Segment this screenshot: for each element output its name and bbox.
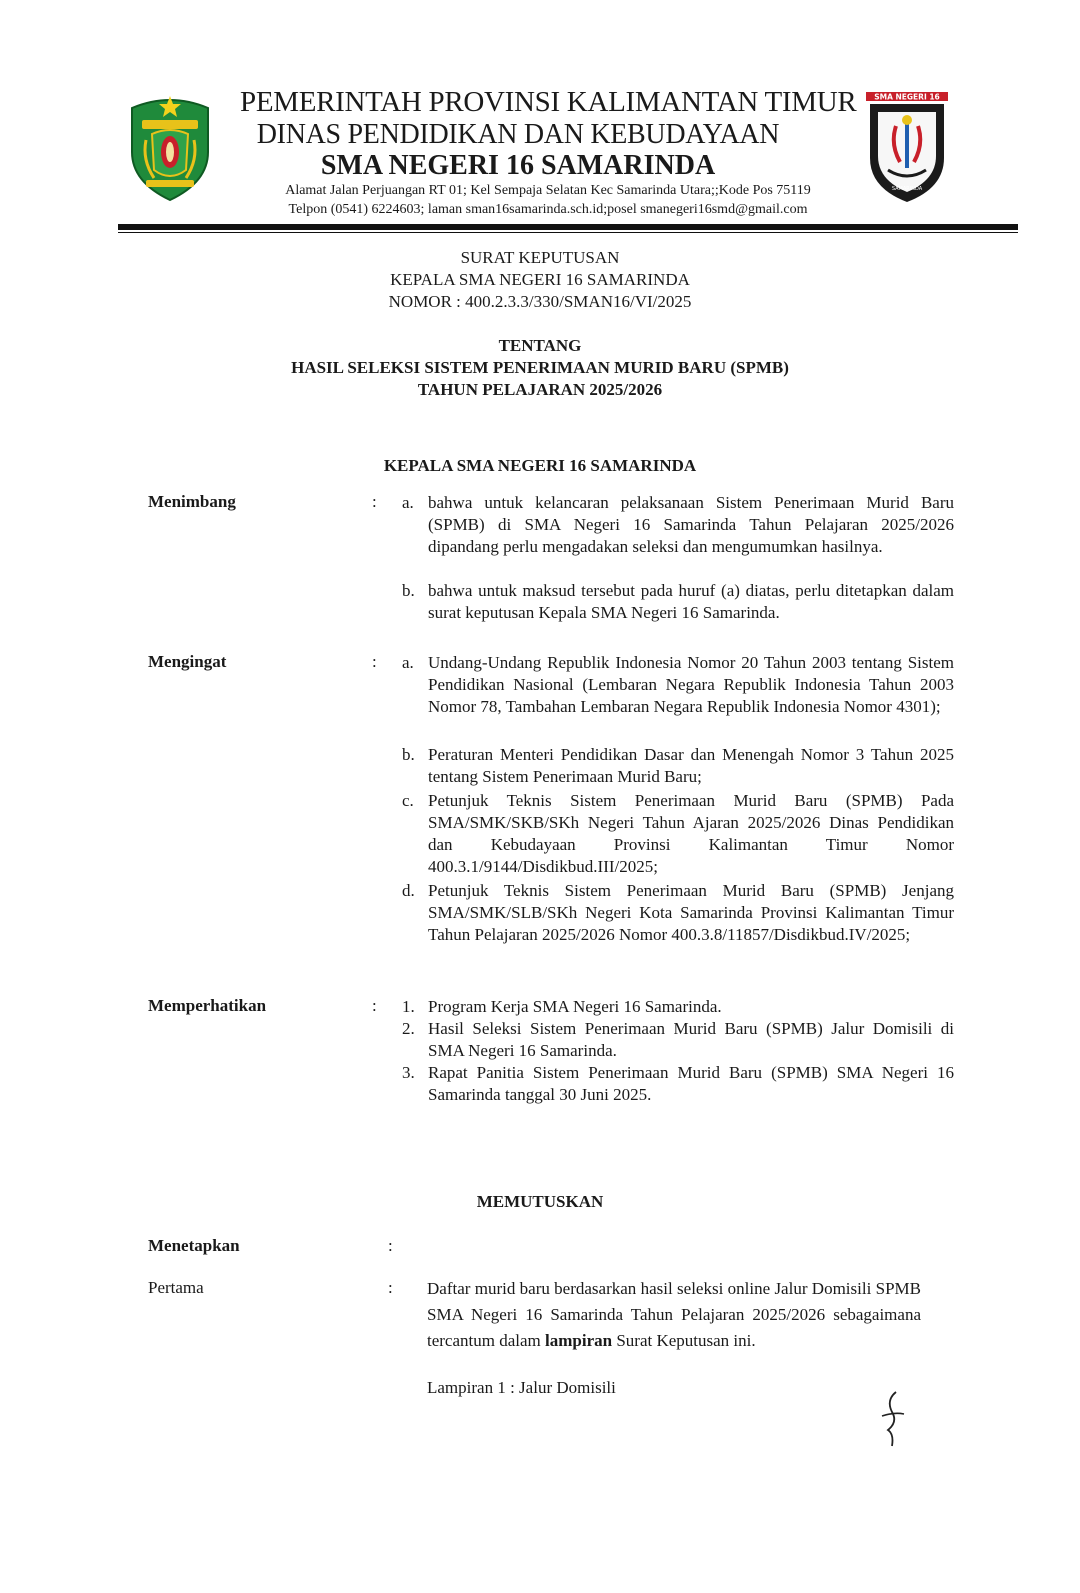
mengingat-item-b — [402, 744, 954, 788]
memperhatikan-item-2 — [402, 1018, 954, 1062]
decree-head: KEPALA SMA NEGERI 16 SAMARINDA — [383, 456, 697, 475]
letterhead-divider-thin — [118, 232, 1018, 233]
list-item-text: Undang-Undang Republik Indonesia Nomor 20 Tahun 2003 tentang Sistem Pendidikan Nasional (Lembaran Negara Republik Indonesia Tahun 2003 Nomor 78, Tambahan Lembaran Negara Republik Indonesia Nomor 4301); — [428, 653, 954, 716]
handwritten-initial-icon — [878, 1390, 908, 1448]
list-item-text: bahwa untuk maksud tersebut pada huruf (a) diatas, perlu ditetapkan dalam surat keputusan Kepala SMA Negeri 16 Samarinda. — [428, 581, 954, 622]
pertama-text-part2: Surat Keputusan ini. — [612, 1331, 756, 1350]
list-item-text: Hasil Seleksi Sistem Penerimaan Murid Baru (SPMB) Jalur Domisili di SMA Negeri 16 Samarinda. — [428, 1019, 954, 1060]
school-emblem-bottom-text: SAMARINDA — [891, 186, 923, 192]
menetapkan-colon: : — [388, 1236, 393, 1255]
pertama-text-lampiran: lampiran — [545, 1331, 613, 1350]
decree-subject-line2: TAHUN PELAJARAN 2025/2026 — [417, 380, 663, 399]
list-marker: a. — [402, 493, 414, 512]
lampiran-line: Lampiran 1 : Jalur Domisili — [427, 1378, 616, 1397]
decree-number: NOMOR : 400.2.3.3/330/SMAN16/VI/2025 — [388, 292, 692, 311]
letterhead-contact: Telpon (0541) 6224603; laman sman16samarinda.sch.id;posel smanegeri16smd@gmail.com — [288, 202, 808, 217]
memperhatikan-item-3 — [402, 1062, 954, 1106]
menimbang-item-b — [402, 580, 954, 624]
list-marker: b. — [402, 581, 415, 600]
letterhead-divider-thick — [118, 224, 1018, 230]
menimbang-label: Menimbang — [148, 492, 236, 511]
list-item-text: Peraturan Menteri Pendidikan Dasar dan Menengah Nomor 3 Tahun 2025 tentang Sistem Penerimaan Murid Baru; — [428, 745, 954, 786]
decision-heading: MEMUTUSKAN — [476, 1192, 604, 1211]
pertama-text — [427, 1276, 921, 1354]
letterhead-government: PEMERINTAH PROVINSI KALIMANTAN TIMUR — [240, 86, 857, 118]
mengingat-colon: : — [372, 652, 377, 671]
list-marker: 3. — [402, 1063, 415, 1082]
menimbang-colon: : — [372, 492, 377, 511]
list-marker: d. — [402, 881, 415, 900]
menetapkan-label: Menetapkan — [148, 1236, 240, 1255]
pertama-text-part1: Daftar murid baru berdasarkan hasil seleksi online Jalur Domisili SPMB SMA Negeri 16 Samarinda Tahun Pelajaran 2025/2026 sebagaimana tercantum dalam — [427, 1279, 921, 1350]
memperhatikan-colon: : — [372, 996, 377, 1015]
kalimantan-timur-province-emblem-icon — [124, 90, 216, 202]
list-item-text: Petunjuk Teknis Sistem Penerimaan Murid Baru (SPMB) Pada SMA/SMK/SKB/SKh Negeri Tahun Ajaran 2025/2026 Dinas Pendidikan dan Kebudayaan Provinsi Kalimantan Timur Nomor 400.3.1/9144/Disdikbud.III/2025; — [428, 791, 954, 876]
list-marker: 2. — [402, 1019, 415, 1038]
list-item-text: Rapat Panitia Sistem Penerimaan Murid Baru (SPMB) SMA Negeri 16 Samarinda tanggal 30 Juni 2025. — [428, 1063, 954, 1104]
sma-negeri-16-school-emblem-icon — [866, 92, 948, 204]
pertama-label: Pertama — [148, 1278, 204, 1297]
list-marker: 1. — [402, 997, 415, 1016]
mengingat-item-c — [402, 790, 954, 878]
letterhead-department: DINAS PENDIDIKAN DAN KEBUDAYAAN — [256, 119, 780, 150]
memperhatikan-item-1 — [402, 996, 954, 1018]
list-marker: b. — [402, 745, 415, 764]
mengingat-label: Mengingat — [148, 652, 227, 671]
letterhead-address: Alamat Jalan Perjuangan RT 01; Kel Sempaja Selatan Kec Samarinda Utara;;Kode Pos 75119 — [285, 183, 811, 198]
letterhead-school-name: SMA NEGERI 16 SAMARINDA — [320, 150, 716, 181]
menimbang-item-a — [402, 492, 954, 558]
list-item-text: Program Kerja SMA Negeri 16 Samarinda. — [428, 997, 722, 1016]
list-marker: a. — [402, 653, 414, 672]
mengingat-item-d — [402, 880, 954, 946]
decree-issuer: KEPALA SMA NEGERI 16 SAMARINDA — [390, 270, 690, 289]
decree-type: SURAT KEPUTUSAN — [460, 248, 620, 267]
mengingat-item-a — [402, 652, 954, 718]
decree-subject-line1: HASIL SELEKSI SISTEM PENERIMAAN MURID BARU (SPMB) — [291, 358, 789, 377]
list-item-text: bahwa untuk kelancaran pelaksanaan Sistem Penerimaan Murid Baru (SPMB) di SMA Negeri 16 Samarinda Tahun Pelajaran 2025/2026 dipandang perlu mengadakan seleksi dan mengumumkan hasilnya. — [428, 493, 954, 556]
decree-about-label: TENTANG — [498, 336, 582, 355]
list-item-text: Petunjuk Teknis Sistem Penerimaan Murid Baru (SPMB) Jenjang SMA/SMK/SLB/SKh Negeri Kota Samarinda Provinsi Kalimantan Timur Tahun Pelajaran 2025/2026 Nomor 400.3.8/11857/Disdikbud.IV/2025; — [428, 881, 954, 944]
list-marker: c. — [402, 791, 414, 810]
memperhatikan-label: Memperhatikan — [148, 996, 267, 1015]
pertama-colon: : — [388, 1278, 393, 1297]
school-emblem-top-text: SMA NEGERI 16 — [874, 92, 940, 102]
